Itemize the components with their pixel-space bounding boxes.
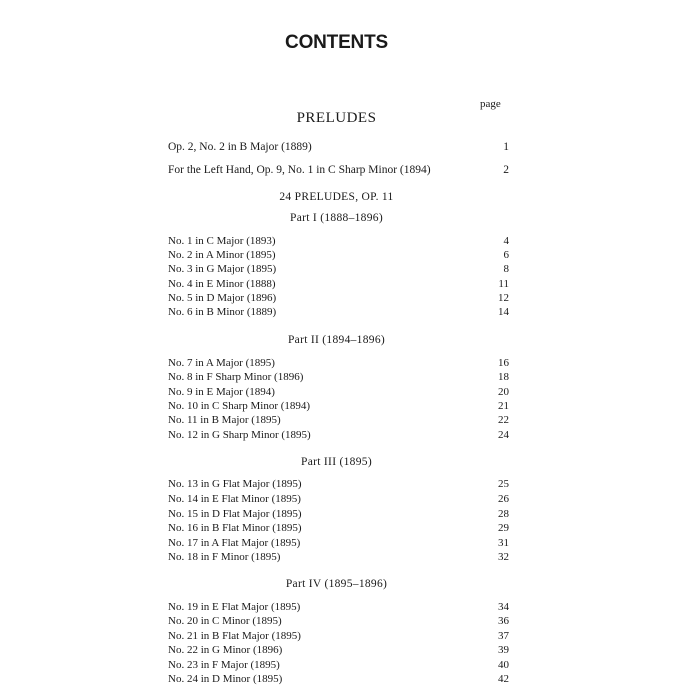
toc-entry (168, 356, 509, 370)
page-title: CONTENTS (285, 32, 388, 53)
toc-entry-page: 4 (503, 235, 509, 247)
toc-entry-page: 16 (498, 357, 509, 369)
toc-entry-label: No. 23 in F Major (1895) (168, 659, 280, 671)
toc-entry-page: 32 (498, 551, 509, 563)
toc-entry-page: 6 (503, 249, 509, 261)
toc-entry-label: No. 24 in D Minor (1895) (168, 673, 283, 685)
toc-entry (168, 277, 509, 291)
toc-entry (168, 629, 509, 643)
toc-entry-page: 39 (498, 644, 509, 656)
toc-entry-page: 26 (498, 493, 509, 505)
toc-entry (168, 477, 509, 491)
toc-entry-label: No. 15 in D Flat Major (1895) (168, 508, 302, 520)
toc-entry-page: 21 (498, 400, 509, 412)
toc-entry (168, 370, 509, 384)
toc-entry (168, 536, 509, 550)
toc-entry-label: For the Left Hand, Op. 9, No. 1 in C Sharp Minor (1894) (168, 164, 431, 176)
toc-entry (168, 234, 509, 248)
toc-entry-label: No. 5 in D Major (1896) (168, 292, 277, 304)
toc-entry-label: No. 10 in C Sharp Minor (1894) (168, 400, 311, 412)
toc-entry (168, 550, 509, 564)
toc-entry (168, 521, 509, 535)
toc-entry (168, 413, 509, 427)
toc-entry-label: No. 9 in E Major (1894) (168, 386, 275, 398)
toc-entry (168, 600, 509, 614)
toc-entry (168, 305, 509, 319)
toc-entry-label: No. 7 in A Major (1895) (168, 357, 275, 369)
toc-entry-page: 25 (498, 478, 509, 490)
toc-entry-page: 31 (498, 537, 509, 549)
part-heading: Part I (1888–1896) (290, 212, 383, 224)
toc-entry-label: No. 20 in C Minor (1895) (168, 615, 282, 627)
toc-entry-page: 28 (498, 508, 509, 520)
toc-entry-label: No. 2 in A Minor (1895) (168, 249, 276, 261)
toc-entry-label: No. 22 in G Minor (1896) (168, 644, 283, 656)
toc-entry (168, 672, 509, 686)
toc-entry-page: 12 (498, 292, 509, 304)
part-heading: Part II (1894–1896) (287, 334, 386, 346)
toc-entry (168, 262, 509, 276)
toc-entry-page: 2 (503, 164, 509, 176)
toc-entry-label: No. 13 in G Flat Major (1895) (168, 478, 302, 490)
toc-entry-label: No. 8 in F Sharp Minor (1896) (168, 371, 304, 383)
toc-entry (168, 614, 509, 628)
toc-entry (168, 399, 509, 413)
page-column-label: page (480, 98, 501, 110)
toc-entry (168, 507, 509, 521)
toc-entry (168, 291, 509, 305)
toc-entry-label: No. 3 in G Major (1895) (168, 263, 277, 275)
toc-entry-page: 18 (498, 371, 509, 383)
part-heading: Part IV (1895–1896) (285, 578, 388, 590)
toc-entry-page: 37 (498, 630, 509, 642)
toc-entry-page: 36 (498, 615, 509, 627)
toc-entry-label: No. 12 in G Sharp Minor (1895) (168, 429, 311, 441)
toc-entry (168, 385, 509, 399)
toc-entry-label: No. 14 in E Flat Minor (1895) (168, 493, 301, 505)
toc-entry (168, 658, 509, 672)
toc-entry-label: No. 11 in B Major (1895) (168, 414, 281, 426)
subsection-heading: 24 PRELUDES, OP. 11 (279, 191, 394, 203)
toc-entry-label: No. 17 in A Flat Major (1895) (168, 537, 301, 549)
toc-entry (168, 248, 509, 262)
toc-entry-label: No. 4 in E Minor (1888) (168, 278, 276, 290)
toc-entry-page: 40 (498, 659, 509, 671)
toc-entry-page: 8 (503, 263, 509, 275)
toc-entry-page: 14 (498, 306, 509, 318)
toc-entry-label: No. 6 in B Minor (1889) (168, 306, 277, 318)
toc-entry-page: 22 (498, 414, 509, 426)
toc-entry-page: 42 (498, 673, 509, 685)
toc-entry-label: No. 19 in E Flat Major (1895) (168, 601, 301, 613)
toc-entry-label: No. 16 in B Flat Minor (1895) (168, 522, 302, 534)
toc-entry-page: 24 (498, 429, 509, 441)
toc-entry (168, 163, 509, 177)
toc-entry (168, 140, 509, 154)
section-heading-preludes: PRELUDES (296, 110, 377, 126)
toc-entry-page: 11 (498, 278, 509, 290)
toc-entry-label: Op. 2, No. 2 in B Major (1889) (168, 141, 312, 153)
toc-entry-label: No. 18 in F Minor (1895) (168, 551, 281, 563)
toc-entry-label: No. 21 in B Flat Major (1895) (168, 630, 301, 642)
toc-entry-page: 20 (498, 386, 509, 398)
toc-entry-page: 1 (503, 141, 509, 153)
toc-entry-page: 34 (498, 601, 509, 613)
toc-entry (168, 492, 509, 506)
toc-entry (168, 643, 509, 657)
part-heading: Part III (1895) (301, 456, 372, 468)
toc-entry (168, 428, 509, 442)
toc-entry-label: No. 1 in C Major (1893) (168, 235, 276, 247)
toc-entry-page: 29 (498, 522, 509, 534)
